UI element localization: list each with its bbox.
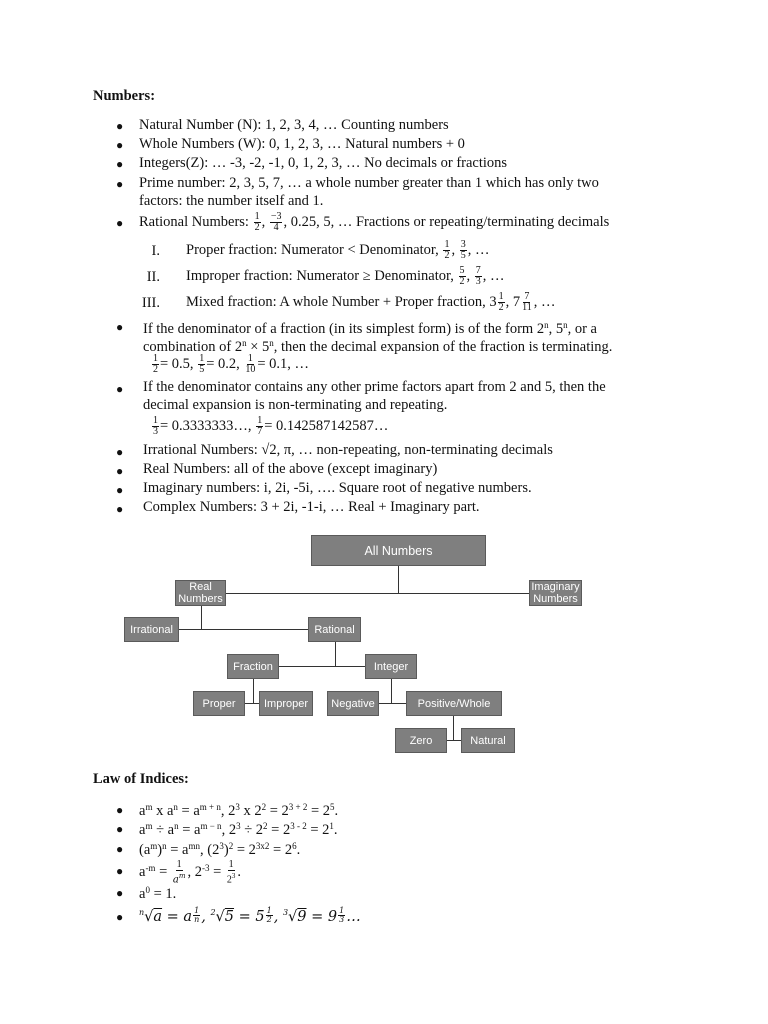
repeating-rule-line-2: decimal expansion is non-terminating and repeating. (143, 397, 448, 413)
bullet-icon: ● (116, 138, 124, 152)
node-fraction: Fraction (227, 654, 279, 679)
bullet-icon: ● (116, 822, 124, 836)
fraction-one-seventh: $\frac{1}{7}$ (257, 415, 263, 438)
fraction-neg-three-quarters: $\frac{-3}{4}$ (270, 211, 282, 234)
connector-line (253, 679, 254, 703)
term-example-2: = 0.2, (206, 356, 240, 372)
fraction-three-fifths: $\frac{3}{5}$ (460, 239, 466, 262)
whole-numbers-item: Whole Numbers (W): 0, 1, 2, 3, … Natural numbers + 0 (139, 136, 465, 152)
terminating-text-a: If the denominator of a fraction (in its simplest form) is of the form 2 (143, 321, 545, 337)
fraction-one-fifth: $\frac{1}{5}$ (199, 353, 205, 376)
bullet-icon: ● (116, 910, 124, 924)
rational-prefix: Rational Numbers: (139, 214, 249, 230)
bullet-icon: ● (116, 382, 124, 396)
bullet-icon: ● (116, 445, 124, 459)
proper-text: Proper fraction: Numerator < Denominator, (186, 242, 439, 258)
terminating-text-c: , or a (567, 321, 597, 337)
ellipsis-text: , … (467, 242, 490, 258)
ellipsis-text: , … (482, 268, 505, 284)
fraction-seven-thirds: $\frac{7}{3}$ (475, 265, 481, 288)
node-all-numbers: All Numbers (311, 535, 486, 566)
bullet-icon: ● (116, 502, 124, 516)
connector-line (453, 716, 454, 740)
complex-item: Complex Numbers: 3 + 2i, -1-i, … Real + Imaginary part. (143, 499, 480, 515)
connector-line (245, 703, 259, 704)
terminating-text-f: , then the decimal expansion of the fraction is terminating. (273, 339, 613, 355)
mixed-fraction-item: Mixed fraction: A whole Number + Proper fraction, 3 $\frac{1}{2}$ , 7 $\frac{7}{11}$ , … (186, 289, 555, 315)
mixed-number-7-7-11: 7 $\frac{7}{11}$ (512, 290, 532, 313)
connector-line (391, 679, 392, 703)
indices-quotient-rule: $a^m \div a^n = a^{m - n}$, $2^3 \div 2^2 = 2^{3 - 2} = 2^1$. (139, 821, 338, 838)
fraction-one-half: $\frac{1}{2}$ (444, 239, 450, 262)
term-example-1: = 0.5, (160, 356, 194, 372)
term-example-3: = 0.1, … (257, 356, 310, 372)
fraction-one-half: $\frac{1}{2}$ (254, 211, 260, 234)
numbers-heading: Numbers: (93, 88, 156, 104)
connector-line (398, 566, 399, 593)
fraction-one-half: $\frac{1}{2}$ (153, 353, 158, 376)
bullet-icon: ● (116, 157, 124, 171)
connector-line (335, 642, 336, 667)
repeating-rule-line-1: If the denominator contains any other prime factors apart from 2 and 5, then the (143, 379, 606, 395)
prime-item-line-1: Prime number: 2, 3, 5, 7, … a whole number greater than 1 which has only two (139, 175, 599, 191)
bullet-icon: ● (116, 464, 124, 478)
node-real-numbers: Real Numbers (175, 580, 226, 606)
node-zero: Zero (395, 728, 447, 753)
repeating-examples (151, 413, 388, 439)
connector-line (226, 593, 530, 594)
terminating-rule-line-2: combination of $2^n \times 5^n$, then the decimal expansion of the fraction is terminating. (143, 338, 613, 355)
indices-heading: Law of Indices: (93, 771, 189, 787)
mixed-text: Mixed fraction: A whole Number + Proper fraction, (186, 294, 486, 310)
node-negative: Negative (327, 691, 379, 716)
terminating-rule-line-1: If the denominator of a fraction (in its simplest form) is of the form 2$^n$, 5$^n$, or a (143, 320, 597, 337)
connector-line (179, 629, 309, 630)
ellipsis-text: , … (533, 294, 556, 310)
node-improper: Improper (259, 691, 313, 716)
bullet-icon: ● (116, 886, 124, 900)
terminating-text-b: , 5 (548, 321, 564, 337)
node-positive-whole: Positive/Whole (406, 691, 502, 716)
roman-numeral-2: II. (146, 269, 160, 285)
terminating-text-e: × 5 (246, 339, 270, 355)
connector-line (279, 666, 365, 667)
improper-text: Improper fraction: Numerator ≥ Denominator, (186, 268, 454, 284)
imaginary-item: Imaginary numbers: i, 2i, -5i, …. Square root of negative numbers. (143, 480, 532, 496)
prime-item-line-2: factors: the number itself and 1. (139, 193, 324, 209)
node-irrational: Irrational (124, 617, 179, 642)
terminating-examples (151, 351, 309, 377)
fraction-one-tenth: $\frac{1}{10}$ (245, 353, 256, 376)
connector-line (447, 740, 461, 741)
bullet-icon: ● (116, 483, 124, 497)
integers-item: Integers(Z): … -3, -2, -1, 0, 1, 2, 3, … No decimals or fractions (139, 155, 508, 171)
indices-root-rule: $^n$√a = a $\frac{1}{n}$ , $^2$√5 = 5 $\frac{1}{2}$ , $^3$√9 = 9 $\frac{1}{3}$ … (139, 905, 361, 925)
node-integer: Integer (365, 654, 417, 679)
bullet-icon: ● (116, 177, 124, 191)
bullet-icon: ● (116, 842, 124, 856)
bullet-icon: ● (116, 803, 124, 817)
irrational-item: Irrational Numbers: √2, π, … non-repeating, non-terminating decimals (143, 442, 553, 458)
node-proper: Proper (193, 691, 245, 716)
fraction-one-third: $\frac{1}{3}$ (153, 415, 158, 438)
indices-zero-rule: $a^0 = 1$. (139, 885, 177, 902)
node-imaginary-numbers: Imaginary Numbers (529, 580, 582, 606)
fraction-five-halves: $\frac{5}{2}$ (459, 265, 465, 288)
terminating-text-d: combination of 2 (143, 339, 243, 355)
node-natural: Natural (461, 728, 515, 753)
rep-example-2: = 0.142587142587… (264, 418, 389, 434)
indices-power-rule: $(a^m)^n = a^{mn}$, $(2^3)^2 = 2^{3x2} = 2^6$. (139, 841, 301, 858)
connector-line (201, 606, 202, 630)
indices-negative-rule: $a^{-m}$ = $\frac{1}{a^m}$ , $2^{-3}$ = $\frac{1}{2^3}$ . (139, 859, 242, 886)
natural-numbers-item: Natural Number (N): 1, 2, 3, 4, … Counting numbers (139, 117, 449, 133)
bullet-icon: ● (116, 864, 124, 878)
rep-example-1: = 0.3333333…, (160, 418, 252, 434)
node-rational: Rational (308, 617, 361, 642)
connector-line (379, 703, 406, 704)
rational-suffix: , 0.25, 5, … Fractions or repeating/terminating decimals (283, 214, 610, 230)
bullet-icon: ● (116, 320, 124, 334)
mixed-number-3-1-2: 3 $\frac{1}{2}$ (489, 290, 504, 313)
roman-numeral-1: I. (151, 243, 160, 259)
bullet-icon: ● (116, 216, 124, 230)
bullet-icon: ● (116, 119, 124, 133)
real-item: Real Numbers: all of the above (except imaginary) (143, 461, 438, 477)
indices-product-rule: $a^m$ x $a^n = a^{m + n}$, $2^3$ x $2^2 = 2^{3 + 2} = 2^5$. (139, 802, 339, 819)
roman-numeral-3: III. (141, 295, 160, 311)
improper-fraction-item: Improper fraction: Numerator ≥ Denominator, $\frac{5}{2}$ , $\frac{7}{3}$ , … (186, 265, 505, 288)
proper-fraction-item: Proper fraction: Numerator < Denominator, $\frac{1}{2}$ , $\frac{3}{5}$ , … (186, 239, 490, 262)
rational-numbers-item: Rational Numbers: $\frac{1}{2}$ , $\frac{-3}{4}$ , 0.25, 5, … Fractions or repeating/terminating decimals (139, 211, 610, 234)
